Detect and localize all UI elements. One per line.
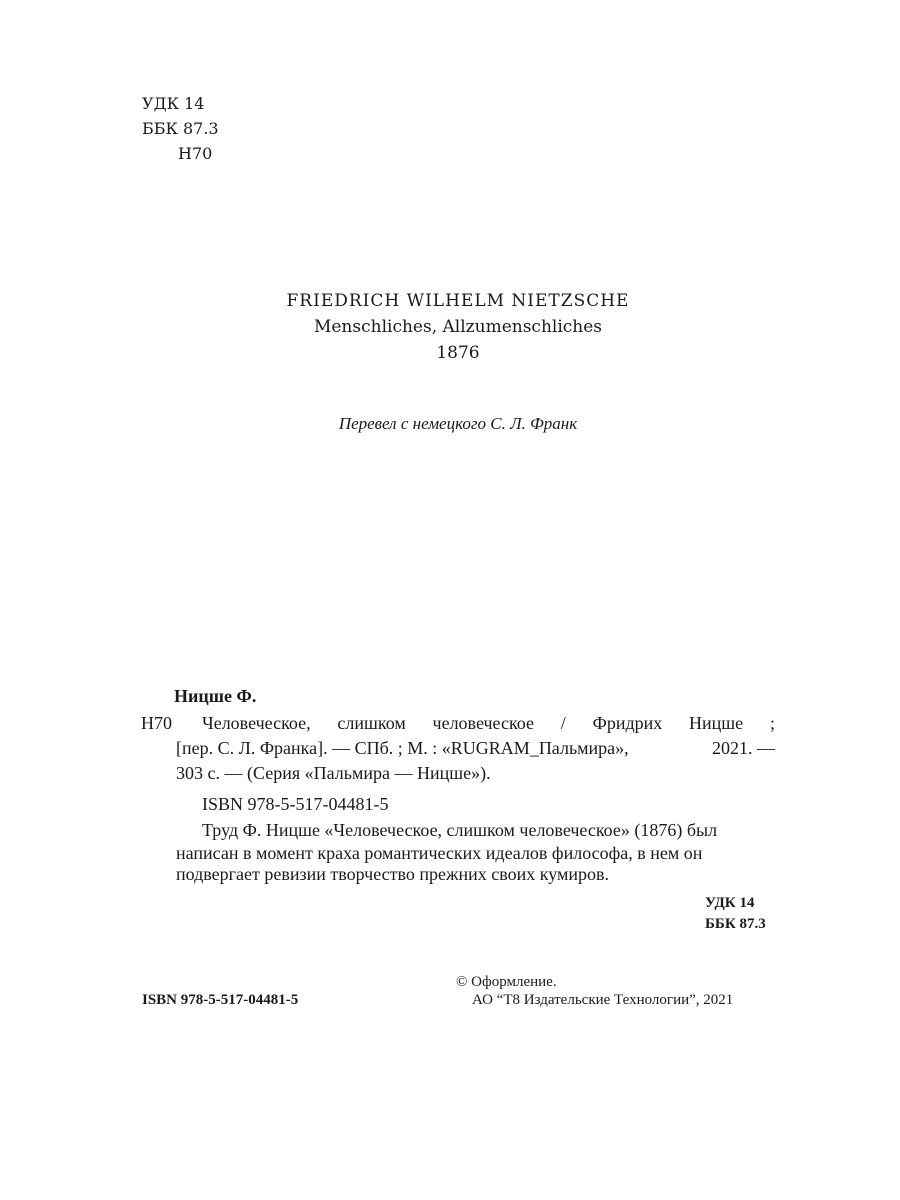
original-author: FRIEDRICH WILHELM NIETZSCHE [286, 291, 630, 311]
udk-code-top: УДК 14 [142, 94, 205, 113]
catalog-author-heading: Ницше Ф. [174, 686, 257, 706]
title-word: Фридрих [592, 713, 663, 733]
title-word: ; [769, 713, 775, 733]
footer-isbn: ISBN 978-5-517-04481-5 [142, 992, 299, 1008]
title-word: человеческое [432, 713, 535, 733]
annotation-text: Труд Ф. Ницше «Человеческое, слишком человеческое» (1876) был [202, 820, 718, 840]
catalog-publisher-line [176, 738, 775, 759]
annotation-line-3: подвергает ревизии творчество прежних своих кумиров. [176, 864, 609, 884]
copyright-line-2: АО “Т8 Издательские Технологии”, 2021 [472, 992, 734, 1008]
catalog-pages-series-line: 303 с. — (Серия «Пальмира — Ницше»). [176, 763, 491, 783]
annotation-line-1 [202, 820, 775, 841]
copyright-line-1: © Оформление. [456, 974, 557, 990]
bbk-code-top: ББК 87.3 [142, 119, 219, 138]
catalog-isbn: ISBN 978-5-517-04481-5 [202, 794, 389, 814]
catalog-author-mark: Н70 [141, 713, 172, 733]
catalog-title-line [202, 713, 775, 734]
publisher-part: 2021. — [712, 738, 775, 758]
title-word: / [560, 713, 566, 733]
original-year: 1876 [436, 343, 480, 363]
udk-code-bottom: УДК 14 [705, 895, 755, 911]
author-mark-top: Н70 [178, 144, 213, 163]
translator-credit: Перевел с немецкого С. Л. Франк [338, 414, 578, 433]
title-word: Ницше [689, 713, 744, 733]
title-word: слишком [337, 713, 406, 733]
title-word: Человеческое, [202, 713, 311, 733]
bbk-code-bottom: ББК 87.3 [705, 916, 766, 932]
annotation-line-2: написан в момент краха романтических идеалов философа, в нем он [176, 843, 703, 863]
publisher-part: [пер. С. Л. Франка]. — СПб. ; М. : «RUGRAM_Пальмира», [176, 738, 629, 758]
original-title: Menschliches, Allzumenschliches [313, 317, 603, 337]
